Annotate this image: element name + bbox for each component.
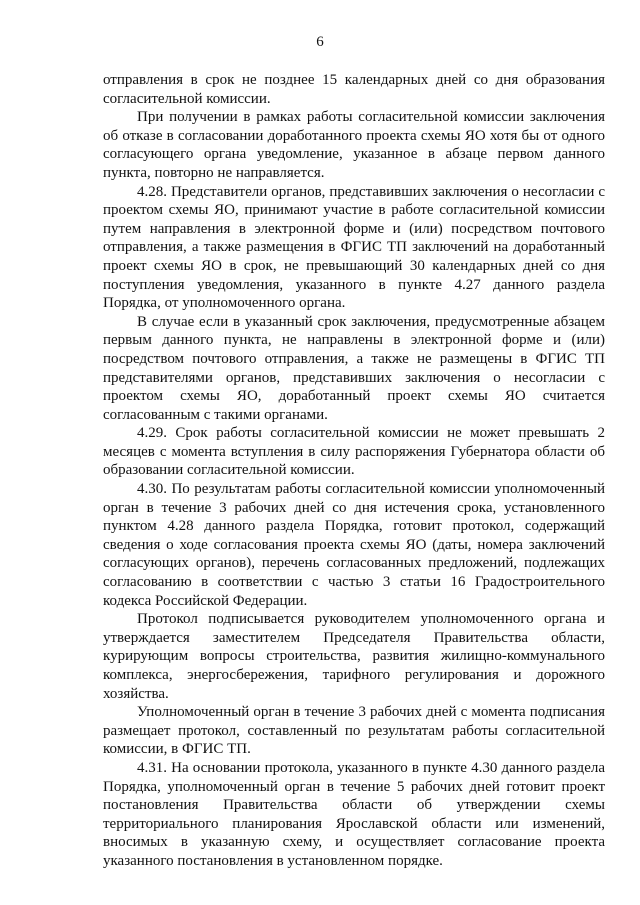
- paragraph-rejection-notice: При получении в рамках работы согласительной комиссии заключения об отказе в согласовании доработанного проекта схемы ЯО хотя бы от одного согласующего органа уведомление, указанное в абзаце первом данного пункта, повторно не направляется.: [103, 109, 605, 181]
- paragraph-protocol-publishing: Уполномоченный орган в течение 3 рабочих дней с момента подписания размещает протокол, составленный по результатам работы согласительной комиссии, в ФГИС ТП.: [103, 704, 605, 758]
- paragraph-4-28-second: В случае если в указанный срок заключения, предусмотренные абзацем первым данного пункта, не направлены в электронной форме и (или) посредством почтового отправления, а также не размещены в ФГИС ТП представителями органов, представивших заключения о несогласии с проектом схемы ЯО, доработанный проект схемы ЯО считается согласованным с такими органами.: [103, 313, 605, 423]
- paragraph-continuation: отправления в срок не позднее 15 календарных дней со дня образования согласительной комиссии.: [103, 72, 605, 107]
- paragraph-4-28: 4.28. Представители органов, представивших заключения о несогласии с проектом схемы ЯО, принимают участие в работе согласительной комиссии путем направления в электронной форме и (или) посредством почтового отправления, а также размещения в ФГИС ТП заключений на доработанный проект схемы ЯО в срок, не превышающий 30 календарных дней со дня поступления уведомления, указанного в пункте 4.27 данного раздела Порядка, от уполномоченного органа.: [103, 183, 605, 312]
- paragraph-4-31: 4.31. На основании протокола, указанного в пункте 4.30 данного раздела Порядка, уполномоченный орган в течение 5 рабочих дней готовит проект постановления Правительства области об утверждении схемы территориального планирования Ярославской области или изменений, вносимых в указанную схему, и осуществляет согласование проекта указанного постановления в установленном порядке.: [103, 759, 605, 869]
- document-body: [103, 71, 605, 871]
- page-number: 6: [316, 34, 324, 50]
- paragraph-4-29: 4.29. Срок работы согласительной комиссии не может превышать 2 месяцев с момента вступления в силу распоряжения Губернатора области об образовании согласительной комиссии.: [103, 425, 605, 479]
- paragraph-4-30: 4.30. По результатам работы согласительной комиссии уполномоченный орган в течение 3 рабочих дней со дня истечения срока, установленного пунктом 4.28 данного раздела Порядка, готовит протокол, содержащий сведения о ходе согласования проекта схемы ЯО (даты, номера заключений согласующих органов), перечень согласованных предложений, подлежащих согласованию в соответствии с частью 3 статьи 16 Градостроительного кодекса Российской Федерации.: [103, 481, 605, 609]
- paragraph-protocol-signing: Протокол подписывается руководителем уполномоченного органа и утверждается заместителем Председателя Правительства области, курирующим вопросы строительства, развития жилищно-коммунального комплекса, энергосбережения, тарифного регулирования и дорожного хозяйства.: [103, 611, 605, 702]
